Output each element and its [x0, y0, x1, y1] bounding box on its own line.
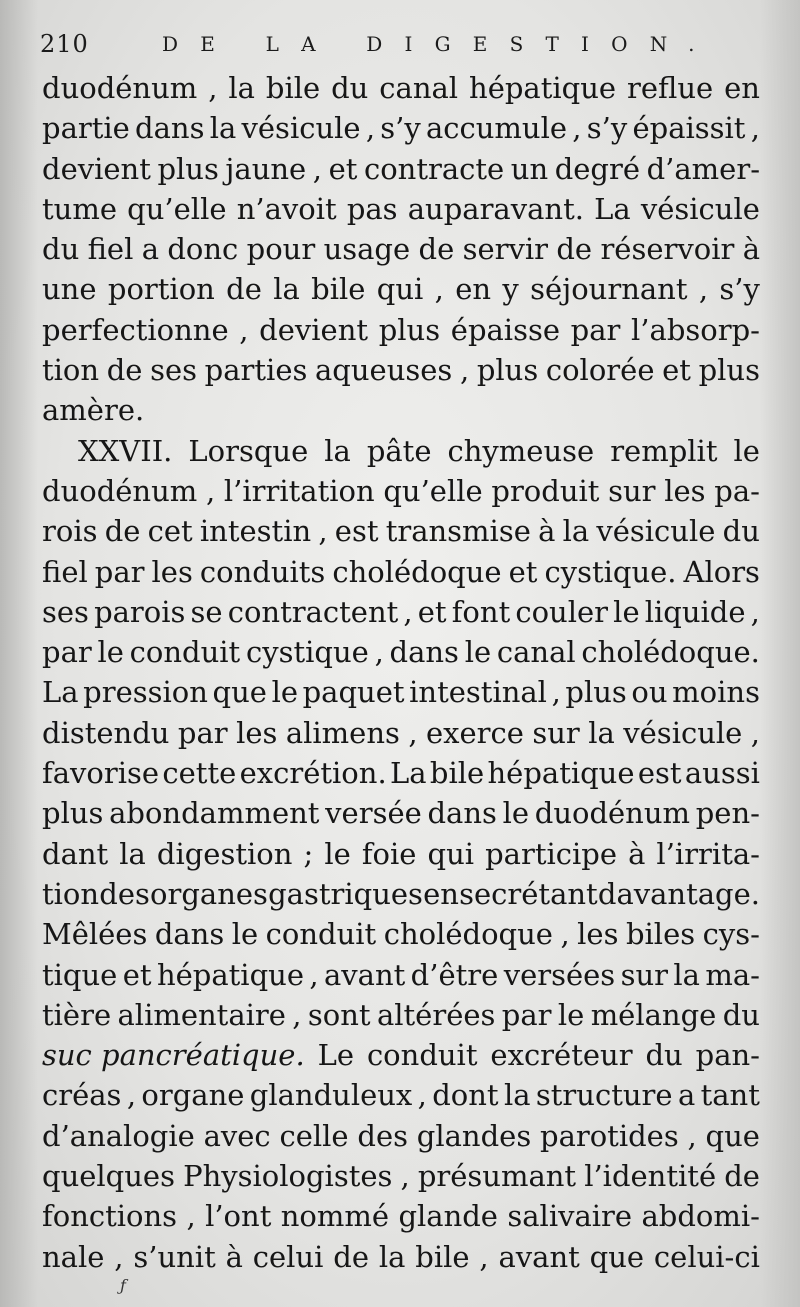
word: hépatique: [469, 71, 617, 105]
word: le: [271, 675, 298, 710]
word: les: [664, 473, 706, 508]
word: dans: [389, 635, 459, 670]
word: servir: [462, 232, 549, 267]
word: abdomi-: [641, 1199, 760, 1234]
word: salivaire: [507, 1199, 633, 1234]
word: distendu: [42, 715, 170, 750]
word: plus: [565, 675, 627, 710]
word: pression: [83, 675, 208, 710]
word: plus: [476, 353, 539, 388]
word: quelques: [42, 1159, 175, 1194]
word: d’être: [410, 957, 499, 992]
word: de: [226, 272, 262, 307]
word: d’amer-: [646, 151, 760, 186]
word: ,: [479, 1239, 489, 1274]
word: ,: [687, 1118, 697, 1153]
word: l’identité: [584, 1159, 717, 1194]
word: et: [508, 554, 538, 589]
word: conduit: [129, 635, 241, 670]
word: qui: [427, 836, 475, 871]
word: transmise: [385, 514, 531, 549]
word: bile: [311, 272, 366, 307]
word: une: [42, 272, 97, 307]
word: La: [390, 756, 427, 791]
word: de: [724, 1159, 760, 1194]
word: glandes: [416, 1118, 532, 1153]
word: plus: [378, 312, 441, 347]
word: glande: [398, 1199, 498, 1234]
word: nale: [42, 1239, 105, 1274]
word: versées: [503, 957, 616, 992]
word: pâte: [366, 433, 432, 468]
word: cette: [162, 756, 237, 791]
word: ,: [292, 997, 302, 1032]
word: les: [151, 554, 193, 589]
word: celui-ci: [653, 1239, 760, 1274]
word: ,: [417, 1078, 427, 1113]
word: ;: [303, 836, 314, 871]
word: usage: [323, 232, 411, 267]
word: Physiologistes: [183, 1159, 393, 1194]
word: qu’elle: [383, 473, 483, 508]
word: Le: [317, 1038, 355, 1073]
word: que: [212, 675, 267, 710]
word: ,: [560, 917, 570, 952]
word: n’avoit: [236, 191, 337, 226]
word: Alors: [683, 554, 760, 589]
word: y: [502, 272, 519, 307]
word: Lorsque: [188, 433, 309, 468]
word: ,: [750, 715, 760, 750]
word: ,: [312, 151, 323, 186]
text-line: [42, 834, 760, 874]
word: les: [236, 715, 278, 750]
word: organes: [150, 876, 268, 911]
word: secrétant: [459, 876, 598, 911]
text-line: [42, 552, 760, 592]
word: du: [42, 232, 80, 267]
word: excréteur: [490, 1038, 633, 1073]
word: créas: [42, 1078, 122, 1113]
word: le: [464, 635, 492, 670]
word: altérées: [376, 997, 496, 1032]
word: ,: [408, 715, 418, 750]
word: ,: [374, 635, 384, 670]
word: pour: [246, 232, 316, 267]
word: par: [94, 554, 145, 589]
word: le: [557, 997, 585, 1032]
word: vésicule: [596, 514, 716, 549]
word: vésicule: [640, 191, 760, 226]
text-line: [42, 914, 760, 954]
word: sur: [532, 715, 580, 750]
text-line: [42, 592, 760, 632]
word: dant: [42, 836, 109, 871]
text-line: [42, 431, 760, 471]
word: le: [502, 796, 530, 831]
word: le: [733, 433, 760, 468]
text-line: [42, 793, 760, 833]
word: du: [722, 997, 760, 1032]
word: aqueuses: [315, 353, 453, 388]
text-line: [42, 310, 760, 350]
word: à: [538, 514, 556, 549]
word: cholédoque: [332, 554, 502, 589]
word: chymeuse: [447, 433, 595, 468]
word: l’irrita-: [656, 836, 760, 871]
word: la: [209, 111, 237, 146]
word: la: [503, 1078, 531, 1113]
word: plus: [698, 353, 760, 388]
word: favorise: [42, 756, 160, 791]
word: le: [613, 594, 640, 629]
word: conduits: [199, 554, 326, 589]
word: Mêlées: [42, 917, 148, 952]
text-line: [42, 1035, 760, 1075]
word: ,: [698, 272, 709, 307]
word: de: [333, 1239, 369, 1274]
word: et: [662, 353, 691, 388]
word: tant: [700, 1078, 760, 1113]
word: ,: [239, 312, 249, 347]
word: l’absorp-: [631, 312, 760, 347]
word: versée: [325, 796, 422, 831]
text-line: [42, 753, 760, 793]
word: remplit: [610, 433, 718, 468]
word: à: [742, 232, 760, 267]
word: vésicule: [623, 715, 743, 750]
word: tion: [42, 353, 100, 388]
body-text: [42, 68, 760, 1277]
word: hépatique: [487, 756, 635, 791]
word: de: [556, 232, 593, 267]
word: en: [724, 71, 760, 105]
page-shadow-right: [760, 0, 800, 1307]
word: mélange: [590, 997, 717, 1032]
word: ses: [150, 353, 198, 388]
word: avant: [323, 957, 406, 992]
word: est: [637, 756, 682, 791]
text-line: [42, 672, 760, 712]
word: cystique.: [544, 554, 677, 589]
text-line: [42, 632, 760, 672]
word: la: [119, 836, 146, 871]
word: alimens: [285, 715, 400, 750]
word: donc: [167, 232, 239, 267]
word: sur: [620, 957, 669, 992]
word: cystique: [245, 635, 369, 670]
word: cholédoque: [383, 917, 553, 952]
word: La: [42, 675, 79, 710]
word: s’y: [586, 111, 628, 146]
word: pan-: [695, 1038, 760, 1073]
word: séjournant: [530, 272, 688, 307]
word: perfectionne: [42, 312, 229, 347]
word: du: [645, 1038, 683, 1073]
word: La: [594, 191, 631, 226]
word: contractent: [227, 594, 399, 629]
word: et: [122, 957, 152, 992]
word: s’unit: [133, 1239, 216, 1274]
word: devient: [42, 151, 151, 186]
word: plus: [42, 796, 104, 831]
word: ou: [631, 675, 668, 710]
word: couler: [515, 594, 609, 629]
word: tume: [42, 191, 117, 226]
word: foie: [361, 836, 417, 871]
word: intestin: [199, 514, 312, 549]
word: de: [418, 232, 455, 267]
word: l’ont: [205, 1199, 272, 1234]
word: paquet: [302, 675, 405, 710]
word: l’irritation: [223, 473, 375, 508]
word: la: [273, 272, 300, 307]
word: de: [106, 353, 143, 388]
text-line: [42, 471, 760, 511]
text-line: [42, 713, 760, 753]
word: font: [451, 594, 511, 629]
text-line: [42, 1156, 760, 1196]
word: canal: [379, 71, 459, 105]
word: parotides: [540, 1118, 679, 1153]
word: devient: [259, 312, 369, 347]
word: tion: [42, 876, 100, 911]
word: par: [177, 715, 228, 750]
word: degré: [554, 151, 641, 186]
word: nommé: [280, 1199, 390, 1234]
text-line: [42, 350, 760, 390]
word: ,: [114, 1239, 124, 1274]
word: structure: [535, 1078, 673, 1113]
word: ,: [434, 272, 444, 307]
word: vésicule: [241, 111, 361, 146]
word: bile: [415, 1239, 470, 1274]
running-title: DE LA DIGESTION.: [162, 32, 717, 56]
word: sont: [307, 997, 371, 1032]
word: à: [628, 836, 646, 871]
word: ,: [459, 353, 470, 388]
word: que: [589, 1239, 645, 1274]
word: un: [510, 151, 549, 186]
word: cet: [147, 514, 193, 549]
word: du: [722, 514, 760, 549]
word: tique: [42, 957, 118, 992]
word: des: [99, 876, 150, 911]
word: participe: [485, 836, 617, 871]
word: la: [228, 71, 255, 105]
word: ,: [186, 1199, 196, 1234]
word: ma-: [705, 957, 760, 992]
word: avec: [203, 1118, 271, 1153]
word: auparavant.: [407, 191, 584, 226]
word: ,: [309, 957, 319, 992]
word: par: [42, 635, 92, 670]
word: conduit: [366, 1038, 478, 1073]
word: dans: [154, 917, 225, 952]
word: plus: [157, 151, 219, 186]
text-line: [42, 1237, 760, 1277]
word: gastriques: [268, 876, 423, 911]
text-line: [42, 149, 760, 189]
word: qui: [376, 272, 424, 307]
word: du: [331, 71, 369, 105]
word: fiel: [87, 232, 134, 267]
word: ,: [750, 594, 760, 629]
word: exerce: [425, 715, 524, 750]
word: a: [677, 1078, 696, 1113]
word: conduit: [265, 917, 377, 952]
word: excrétion.: [239, 756, 387, 791]
word: à: [225, 1239, 243, 1274]
word: bile: [429, 756, 485, 791]
word: le: [231, 917, 259, 952]
word: celui: [252, 1239, 324, 1274]
page-number: 210: [40, 30, 89, 58]
text-line: [42, 995, 760, 1035]
word: portion: [107, 272, 215, 307]
word: liquide: [644, 594, 746, 629]
word: et: [417, 594, 447, 629]
word: que: [705, 1118, 760, 1153]
word: aussi: [684, 756, 760, 791]
word: pas: [346, 191, 398, 226]
text-line: [42, 390, 760, 430]
word: produit: [491, 473, 600, 508]
word: amère.: [42, 393, 145, 428]
word: sur: [608, 473, 656, 508]
word: duodénum: [42, 71, 198, 105]
word: ses: [42, 594, 89, 629]
word: parois: [94, 594, 186, 629]
word: digestion: [156, 836, 293, 871]
text-line: [42, 68, 760, 108]
word: pen-: [695, 796, 760, 831]
word: partie: [42, 111, 130, 146]
word: d’analogie: [42, 1118, 195, 1153]
word: dont: [432, 1078, 499, 1113]
word: dans: [135, 111, 205, 146]
word: ,: [365, 111, 376, 146]
word: des: [357, 1118, 408, 1153]
word: biles: [625, 917, 696, 952]
word: canal: [496, 635, 576, 670]
running-head: [40, 30, 760, 64]
word: glanduleux: [249, 1078, 413, 1113]
word: se: [190, 594, 223, 629]
text-line: [42, 955, 760, 995]
text-line: [42, 189, 760, 229]
word: celle: [279, 1118, 349, 1153]
word: dans: [427, 796, 497, 831]
word: en: [455, 272, 492, 307]
word: la: [588, 715, 615, 750]
word: cys-: [702, 917, 760, 952]
word: parties: [204, 353, 308, 388]
word: davantage.: [597, 876, 760, 911]
word: intestinal: [409, 675, 547, 710]
word: le: [324, 836, 351, 871]
word: la: [673, 957, 700, 992]
word: la: [562, 514, 590, 549]
word: ,: [572, 111, 582, 146]
word: accumule: [425, 111, 568, 146]
word: par: [570, 312, 621, 347]
word: présumant: [417, 1159, 577, 1194]
word: duodénum: [42, 473, 198, 508]
word: est: [334, 514, 379, 549]
word: pa-: [714, 473, 760, 508]
ink-mark: ƒ: [120, 1276, 126, 1295]
word: la: [324, 433, 351, 468]
word: fonctions: [42, 1199, 178, 1234]
text-line: [42, 1116, 760, 1156]
word: contracte: [363, 151, 505, 186]
word: moins: [672, 675, 760, 710]
text-line: [42, 874, 760, 914]
word: ,: [205, 473, 216, 508]
word: XXVII.: [78, 433, 173, 468]
word: colorée: [545, 353, 655, 388]
word: reflue: [626, 71, 714, 105]
word: par: [501, 997, 552, 1032]
word: le: [97, 635, 124, 670]
word: s’y: [380, 111, 421, 146]
text-line: [42, 108, 760, 148]
word: hépatique: [156, 957, 304, 992]
word: ,: [126, 1078, 137, 1113]
word: organe: [141, 1078, 245, 1113]
word: cholédoque.: [581, 635, 760, 670]
word: la: [378, 1239, 406, 1274]
word: alimentaire: [117, 997, 286, 1032]
word: avant: [498, 1239, 580, 1274]
word: ,: [318, 514, 328, 549]
word: tière: [42, 997, 112, 1032]
word: s’y: [719, 272, 760, 307]
word: ,: [750, 111, 760, 146]
word: a: [141, 232, 160, 267]
word: ,: [403, 594, 413, 629]
word: ,: [551, 675, 561, 710]
word: qu’elle: [127, 191, 227, 226]
text-line: [42, 269, 760, 309]
text-line: [42, 1075, 760, 1115]
word: épaisse: [450, 312, 560, 347]
text-line: [42, 229, 760, 269]
text-line: [42, 1196, 760, 1236]
word: de: [104, 514, 141, 549]
word: suc pancréatique.: [42, 1038, 305, 1073]
word: ,: [400, 1159, 410, 1194]
text-line: [42, 511, 760, 551]
word: ,: [208, 71, 218, 105]
word: fiel: [42, 554, 88, 589]
word: réservoir: [600, 232, 735, 267]
word: jaune: [225, 151, 307, 186]
word: les: [577, 917, 619, 952]
word: en: [423, 876, 459, 911]
word: et: [328, 151, 358, 186]
word: abondamment: [109, 796, 320, 831]
word: bile: [265, 71, 321, 105]
word: duodénum: [534, 796, 691, 831]
word: épaissit: [632, 111, 746, 146]
page-shadow-left: [0, 0, 38, 1307]
word: rois: [42, 514, 98, 549]
